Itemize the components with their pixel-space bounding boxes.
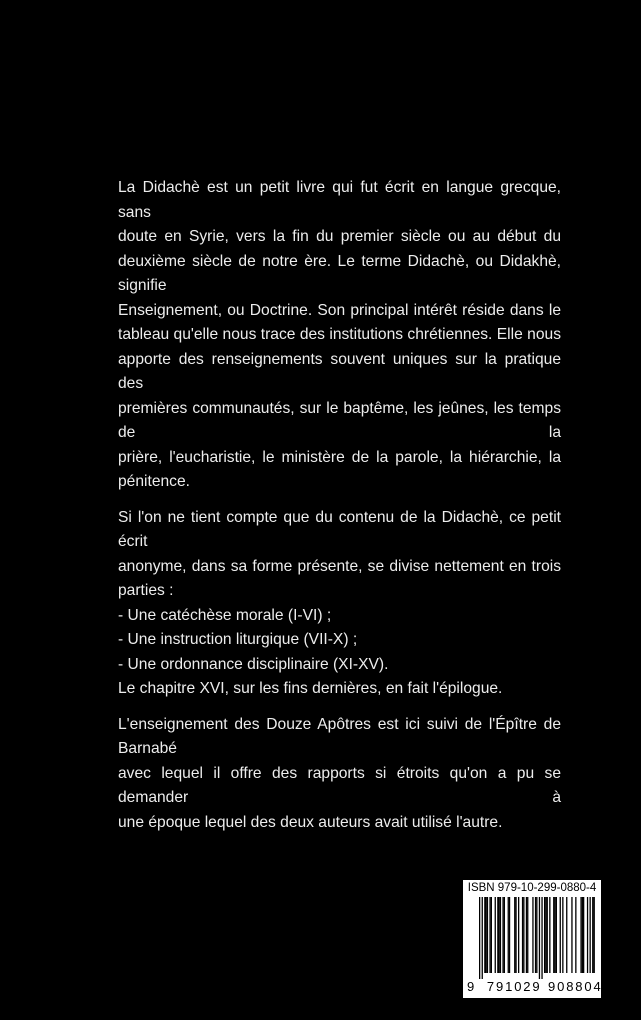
barcode-bar: [487, 897, 488, 973]
barcode-bar: [575, 897, 576, 973]
barcode-bars: [469, 897, 595, 979]
back-cover-text: [118, 176, 561, 846]
barcode-bar: [571, 897, 572, 973]
barcode-bar: [544, 897, 545, 973]
barcode-bar: [562, 897, 563, 973]
text-line: Le chapitre XVI, sur les fins dernières, en fait l'épilogue.: [118, 680, 503, 697]
barcode-digit: 0: [584, 979, 592, 994]
barcode-bar: [508, 897, 509, 973]
text-line: tableau qu'elle nous trace des institutions chrétiennes. Elle nous: [118, 326, 561, 343]
list-item: - Une catéchèse morale (I-VI) ;: [118, 606, 332, 624]
text-line: deuxième siècle de notre ère. Le terme Didachè, ou Didakhè, signifie: [118, 252, 561, 294]
barcode-bar: [592, 897, 593, 973]
isbn-barcode: [463, 880, 601, 998]
isbn-label: ISBN 979-10-299-0880-4: [467, 882, 597, 894]
text-line: doute en Syrie, vers la fin du premier siècle ou au début du: [118, 228, 561, 245]
barcode-bar: [484, 897, 485, 973]
barcode-bar: [536, 897, 537, 973]
barcode-digit: 9: [532, 979, 540, 994]
text-line: La Didachè est un petit livre qui fut écrit en langue grecque, sans: [118, 179, 561, 221]
barcode-digit: 9: [548, 979, 556, 994]
text-line: prière, l'eucharistie, le ministère de la parole, la hiérarchie, la: [118, 448, 561, 466]
list-item: - Une instruction liturgique (VII-X) ;: [118, 631, 358, 648]
text-line: anonyme, dans sa forme présente, se divise nettement en trois: [118, 557, 561, 575]
barcode-digit: 0: [557, 979, 565, 994]
barcode-digit: 0: [514, 979, 522, 994]
barcode-bar: [486, 897, 487, 973]
barcode-bar: [593, 897, 594, 973]
barcode-bar: [539, 897, 540, 979]
barcode-digit: 9: [496, 979, 504, 994]
barcode-bar: [489, 897, 490, 973]
barcode-bar: [515, 897, 516, 973]
barcode-digit: 7: [486, 979, 495, 994]
text-line: premières communautés, sur le baptême, les jeûnes, les temps de la: [118, 399, 561, 441]
barcode-digit: 8: [575, 979, 583, 994]
barcode-bar: [479, 897, 480, 979]
barcode-bar: [590, 897, 591, 973]
paragraph-intro: [118, 176, 561, 495]
barcode-digit: 1: [505, 979, 513, 994]
barcode-bar: [523, 897, 524, 973]
barcode-bar: [497, 897, 498, 973]
barcode-bar: [549, 897, 550, 973]
barcode-bar: [566, 897, 567, 973]
barcode-bar: [582, 897, 583, 973]
paragraph-barnabas: [118, 713, 561, 836]
barcode-bar: [522, 897, 523, 973]
text-line: L'enseignement des Douze Apôtres est ici suivi de l'Épître de Barnabé: [118, 715, 561, 757]
text-line: une époque lequel des deux auteurs avait utilisé l'autre.: [118, 813, 503, 831]
barcode-bar: [526, 897, 527, 973]
barcode-bar: [583, 897, 584, 973]
barcode-bar: [491, 897, 492, 973]
barcode-bar: [587, 897, 588, 973]
text-line: parties :: [118, 582, 174, 599]
barcode-bar: [560, 897, 561, 973]
text-line: avec lequel il offre des rapports si étroits qu'on a pu se demander à: [118, 764, 561, 806]
text-line: pénitence.: [118, 473, 190, 490]
barcode-bar: [502, 897, 503, 973]
text-line: Enseignement, ou Doctrine. Son principal intérêt réside dans le: [118, 301, 561, 319]
paragraph-structure: [118, 506, 561, 702]
barcode-bar: [499, 897, 500, 973]
barcode-bar: [518, 897, 519, 973]
barcode-bar: [527, 897, 528, 973]
barcode-digit: 2: [523, 979, 531, 994]
text-line: Si l'on ne tient compte que du contenu de la Didachè, ce petit écrit: [118, 508, 561, 550]
barcode-bar: [553, 897, 554, 973]
barcode-bar: [554, 897, 555, 973]
barcode-bar: [504, 897, 505, 973]
barcode-bar: [482, 897, 483, 979]
barcode-bar: [541, 897, 542, 979]
barcode-bar: [556, 897, 557, 973]
barcode-bar: [509, 897, 510, 973]
barcode-bar: [495, 897, 496, 973]
list-item: - Une ordonnance disciplinaire (XI-XV).: [118, 655, 389, 673]
barcode-bar: [547, 897, 548, 973]
barcode-bar: [514, 897, 515, 973]
barcode-digit: 8: [566, 979, 574, 994]
barcode-bar: [545, 897, 546, 973]
barcode-digit: 4: [593, 979, 601, 994]
barcode-digit: 9: [467, 979, 475, 994]
text-line: apporte des renseignements souvent uniques sur la pratique des: [118, 350, 561, 392]
barcode-bar: [535, 897, 536, 973]
barcode-bar: [580, 897, 581, 973]
barcode-bar: [532, 897, 533, 973]
barcode-bar: [500, 897, 501, 973]
